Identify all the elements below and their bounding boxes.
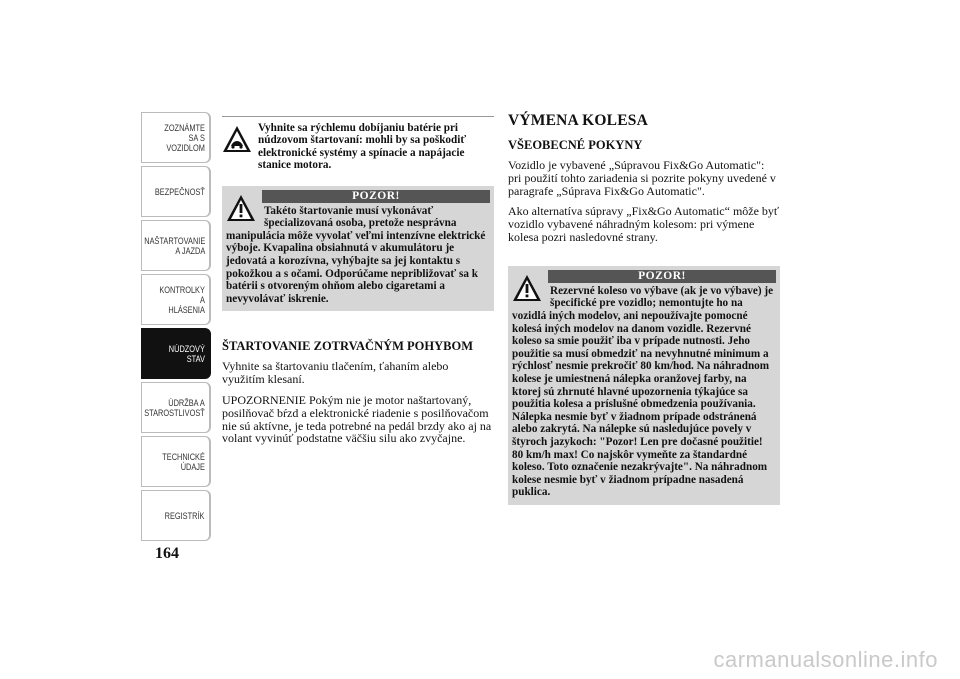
- tab-label: TECHNICKÉ ÚDAJE: [162, 451, 205, 472]
- tab-label: KONTROLKY A HLÁSENIA: [159, 284, 205, 315]
- warning-text: Rezervné koleso vo výbave (ak je vo výbave) je špecifické pre vozidlo; nemontujte ho na vozidlá iných modelov, ani nepoužívajte pomocné kolesá iných modelov na danom vozidle. Rezervné koleso sa smie použiť iba v prípade nutnosti. Jeho použitie sa musí obmedziť na nevyhnutné minimum a rýchlosť nesmie prekročiť 80 km/hod. Na náhradnom kolese je umiestnená nálepka oranžovej farby, na ktorej sú zhrnuté hlavné upozornenia týkajúce sa použitia kolesa a príslušné obmedzenia používania. Nálepka nesmie byť v žiadnom prípade odstránená alebo zakrytá. Na nálepke sú nasledujúce povely v štyroch jazykoch: "Pozor! Len pre dočasné použitie! 80 km/h max! Co najskôr vymeňte za štandardné koleso. Toto označenie nezakrývajte". Na náhradnom kolese nesmie byť v žiadnom prípadne nasadená puklica.: [512, 284, 774, 499]
- tab-nastartovanie[interactable]: [141, 220, 211, 271]
- tab-nudzovy-stav[interactable]: [141, 328, 211, 379]
- battery-note-text: Vyhnite sa rýchlemu dobíjaniu batérie pri núdzovom štartovaní: mohli by sa poškodiť elektronické systémy a spínacie a napájacie stanice motora.: [258, 122, 467, 172]
- tab-bezpecnost[interactable]: [141, 166, 211, 217]
- paragraph: UPOZORNENIE Pokým nie je motor naštartovaný, posilňovač bŕzd a elektronické riadenie s posilňovačom nie sú aktívne, je teda potrebné na pedál brzdy ako aj na volant vyvinúť podstatne väčšiu silu ako zvyčajne.: [222, 392, 492, 446]
- tab-label: ÚDRŽBA A STAROSTLIVOSŤ: [144, 397, 205, 418]
- right-column: [508, 112, 780, 505]
- warning-body: [226, 205, 490, 306]
- tab-zoznamte-sa[interactable]: [141, 112, 211, 163]
- tab-udrzba[interactable]: [141, 382, 211, 433]
- warning-box: [508, 266, 780, 505]
- warning-text: Takéto štartovanie musí vykonávať špecializovaná osoba, pretože nesprávna manipulácia môže vyvolať veľmi intenzívne elektrické výboje. Kvapalina obsiahnutá v akumulátoru je jedovatá a korozívna, vyhýbajte sa jej kontaktu s pokožkou a s očami. Odporúčame nepribližovať sa k batérii s otvoreným ohňom alebo cigaretami a nevyvolávať iskrenie.: [226, 204, 486, 305]
- watermark: carmanualsonline.info: [713, 647, 938, 672]
- battery-note: [222, 118, 494, 172]
- paragraph: Vyhnite sa štartovaniu tlačením, ťahaním alebo využitím klesaní.: [222, 359, 449, 387]
- car-battery-icon: [222, 124, 252, 157]
- subtitle: VŠEOBECNÉ POKYNY: [508, 138, 643, 152]
- tab-technicke-udaje[interactable]: [141, 436, 211, 487]
- section-title: ŠTARTOVANIE ZOTRVAČNÝM POHYBOM: [222, 339, 474, 354]
- tab-kontrolky[interactable]: [141, 274, 211, 325]
- warning-body: [512, 285, 776, 499]
- page-title: VÝMENA KOLESA: [508, 112, 648, 129]
- warning-triangle-icon: [512, 273, 542, 307]
- warning-heading: POZOR!: [548, 270, 776, 283]
- chapter-tabs: [141, 112, 211, 544]
- warning-triangle-icon: [226, 193, 256, 227]
- tab-label: ZOZNÁMTE SA S VOZIDLOM: [164, 122, 205, 153]
- page-number: 164: [155, 545, 179, 562]
- tab-label: BEZPEČNOSŤ: [154, 186, 205, 197]
- tab-label: NÚDZOVÝ STAV: [168, 343, 205, 364]
- tab-register[interactable]: [141, 490, 211, 541]
- warning-box: [222, 186, 494, 312]
- tab-label: REGISTRÍK: [165, 510, 205, 521]
- divider: [222, 116, 494, 117]
- warning-heading: POZOR!: [262, 190, 490, 203]
- left-column: [222, 118, 494, 445]
- tab-label: NAŠTARTOVANIE A JAZDA: [143, 235, 205, 256]
- paragraph: Vozidlo je vybavené „Súpravou Fix&Go Automatic": pri použití tohto zariadenia si pozrite pokyny uvedené v paragrafe „Súprava Fix&Go Automatic".: [508, 158, 776, 198]
- paragraph: Ako alternatíva súpravy „Fix&Go Automatic“ môže byť vozidlo vybavené náhradným kolesom: pri výmene kolesa pozri nasledovné strany.: [508, 204, 780, 244]
